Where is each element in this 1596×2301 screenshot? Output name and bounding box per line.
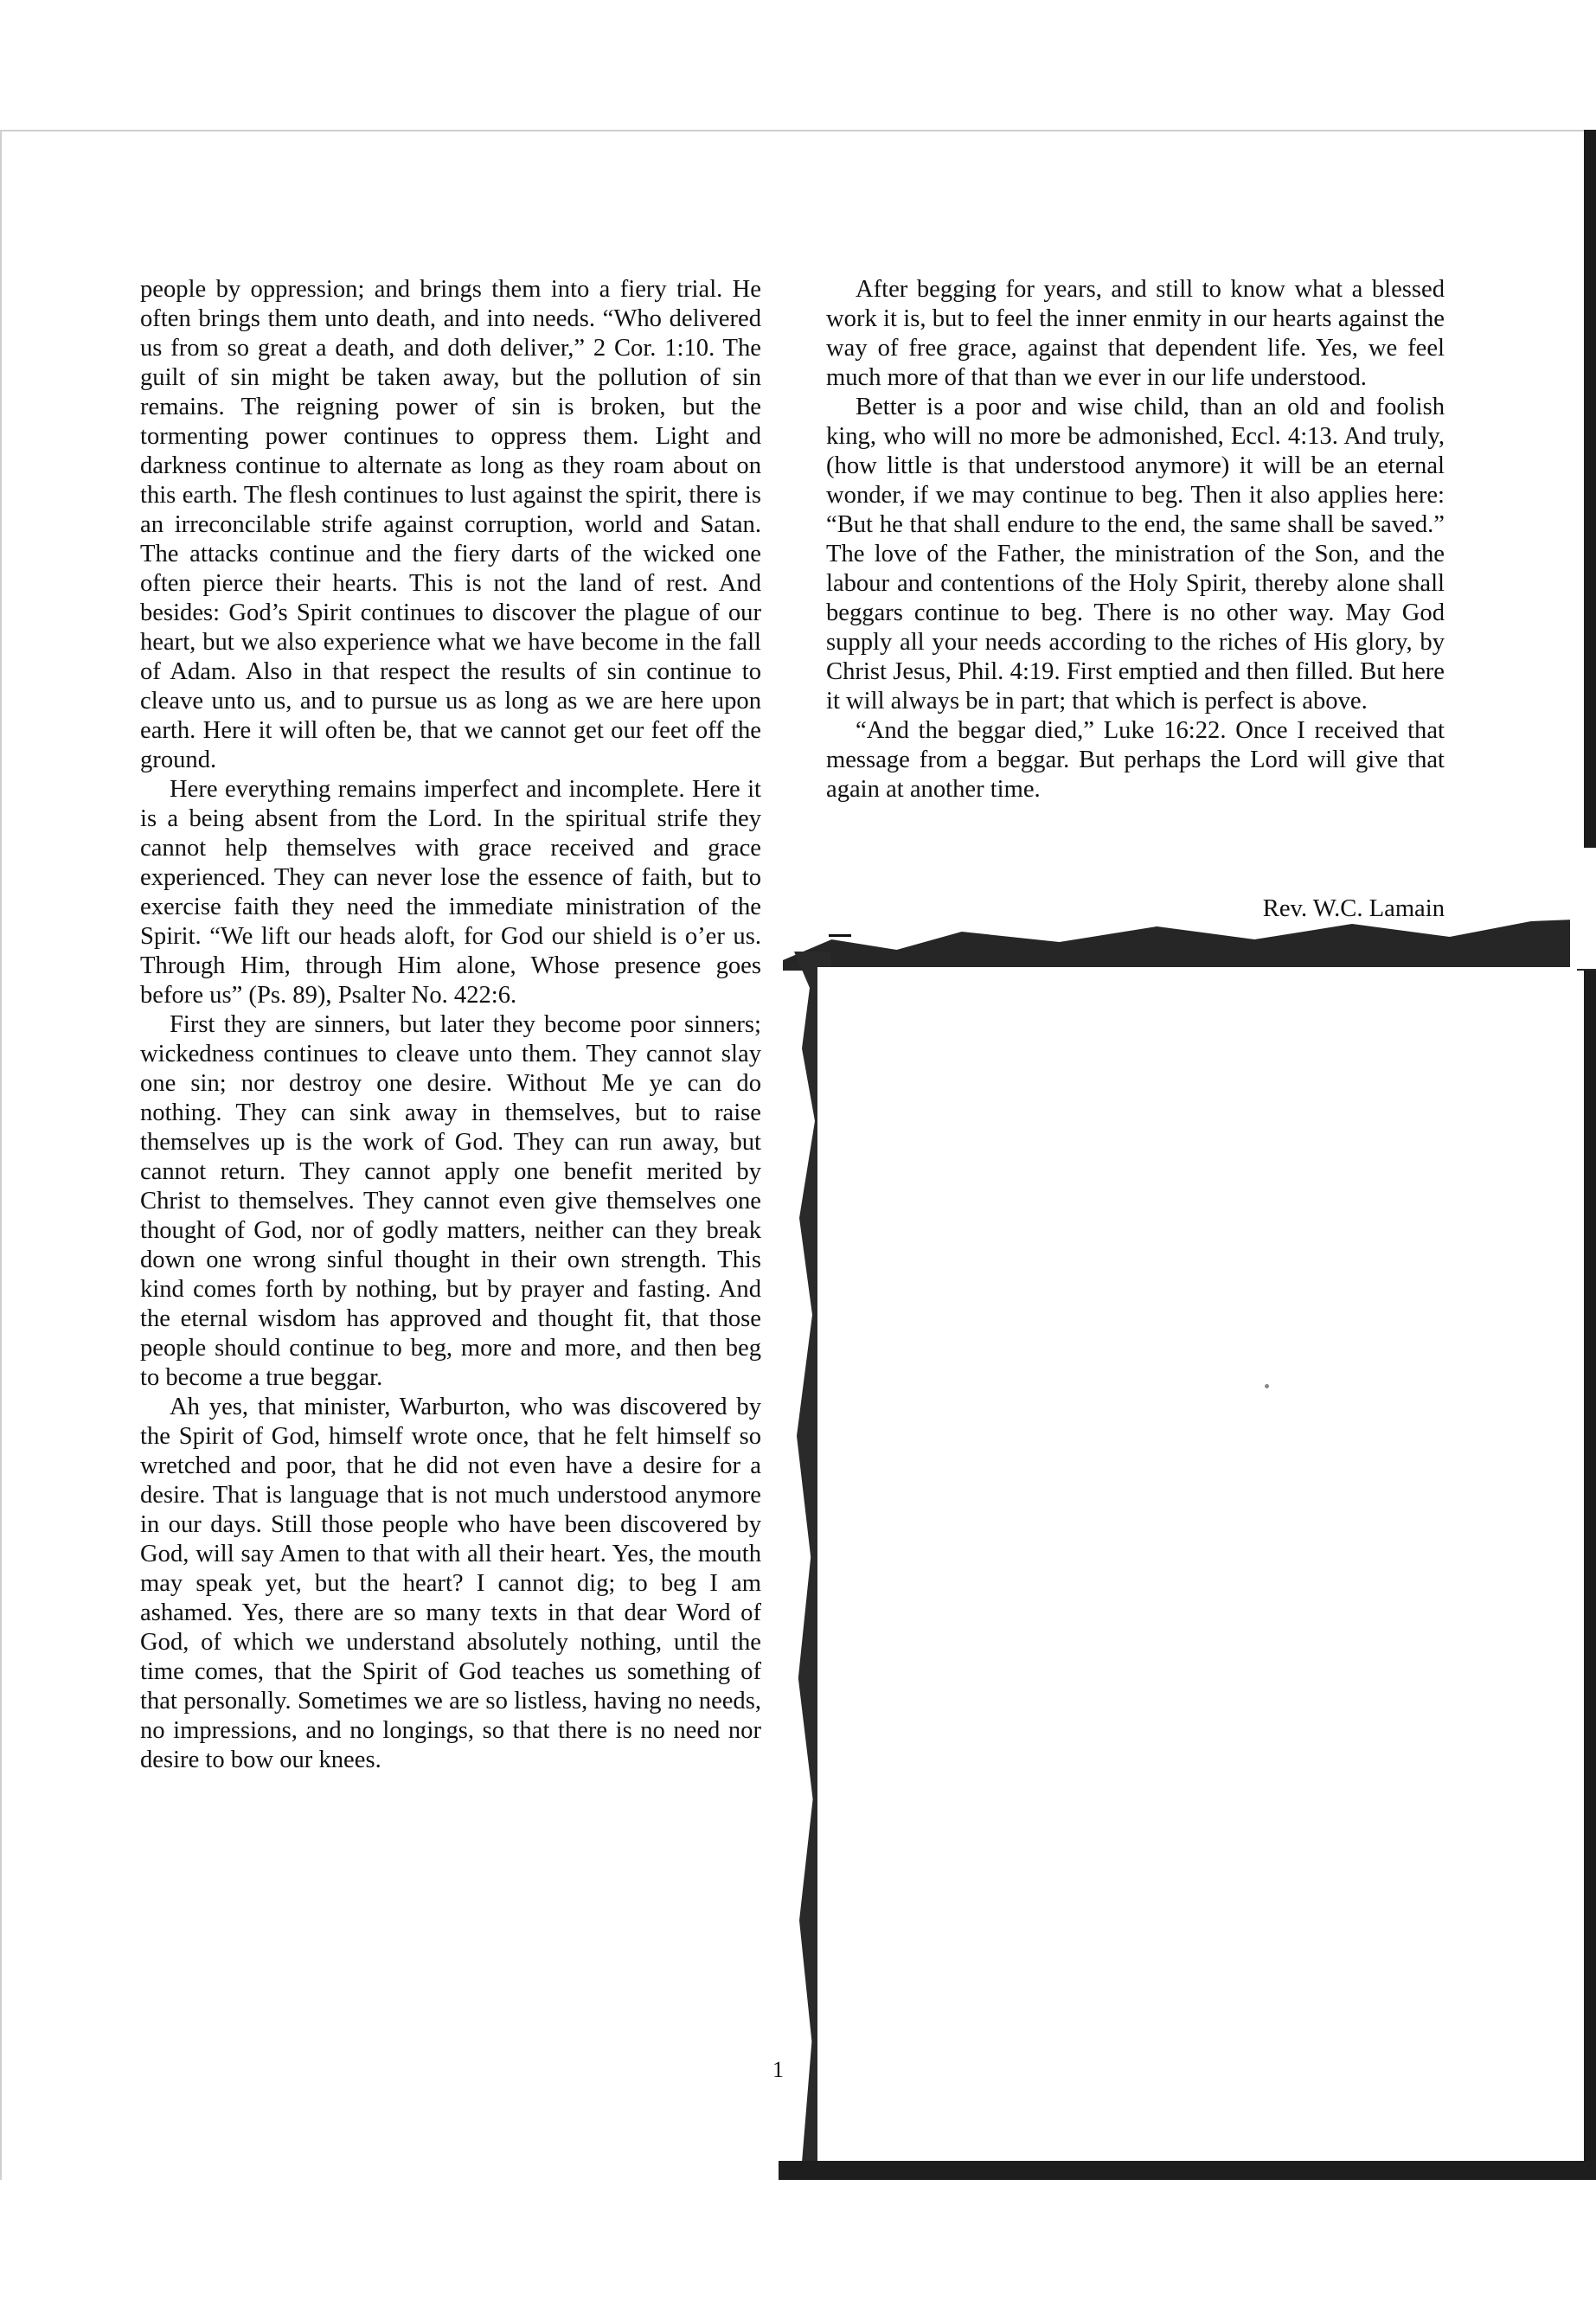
torn-paper-edge: [783, 919, 1596, 971]
right-paragraph-1: After begging for years, and still to know what a blessed work it is, but to feel the inner enmity in our hearts against the way of free grace, against that dependent life. Yes, we feel much more of that than we ever in our life understood.: [826, 276, 1445, 391]
left-column: [140, 275, 761, 1775]
left-paragraph-3: First they are sinners, but later they become poor sinners; wickedness continues to cleave unto them. They cannot slay one sin; nor destroy one desire. Without Me ye can do nothing. They can sink away in themselves, but to raise themselves up is the work of God. They can run away, but cannot return. They cannot apply one benefit merited by Christ to themselves. They cannot even give themselves one thought of God, nor of godly matters, neither can they break down one wrong sinful thought in their own strength. This kind comes forth by nothing, but by prayer and fasting. And the eternal wisdom has approved and thought fit, that those people should continue to beg, more and more, and then beg to become a true beggar.: [140, 1011, 761, 1391]
right-column: [826, 275, 1445, 804]
page-edge-top: [0, 130, 1596, 131]
page-number: 1: [772, 2057, 784, 2082]
left-paragraph-2: Here everything remains imperfect and incomplete. Here it is a being absent from the Lord. In the spiritual strife they cannot help themselves with grace received and grace experienced. They can never lose the essence of faith, but to exercise faith they need the immediate ministration of the Spirit. “We lift our heads aloft, for God our shield is o’er us. Through Him, through Him alone, Whose presence goes before us” (Ps. 89), Psalter No. 422:6.: [140, 776, 761, 1009]
page-edge-left: [0, 130, 2, 2180]
right-paragraph-3: “And the beggar died,” Luke 16:22. Once I received that message from a beggar. But perhaps the Lord will give that again at another time.: [826, 717, 1445, 803]
right-paragraph-2: Better is a poor and wise child, than an old and foolish king, who will no more be admonished, Eccl. 4:13. And truly, (how little is that understood anymore) it will be an eternal wonder, if we may continue to beg. Then it also applies here: “But he that shall endure to the end, the same shall be saved.” The love of the Father, the ministration of the Son, and the labour and contentions of the Holy Spirit, thereby alone shall beggars continue to beg. There is no other way. May God supply all your needs according to the riches of His glory, by Christ Jesus, Phil. 4:19. First emptied and then filled. But here it will always be in part; that which is perfect is above.: [826, 394, 1445, 715]
blank-paper-fragment: [817, 967, 1577, 2161]
author-signature: Rev. W.C. Lamain: [1262, 895, 1445, 922]
signature-rule-left: [829, 934, 851, 937]
bottom-shadow: [779, 2161, 1596, 2180]
right-margin-gap: [1570, 848, 1596, 969]
left-paragraph-4: Ah yes, that minister, Warburton, who was discovered by the Spirit of God, himself wrote once, that he felt himself so wretched and poor, that he did not even have a desire for a desire. That is language that is not much understood anymore in our days. Still those people who have been discovered by God, will say Amen to that with all their heart. Yes, the mouth may speak yet, but the heart? I cannot dig; to beg I am ashamed. Yes, there are so many texts in that dear Word of God, of which we understand absolutely nothing, until the time comes, that the Spirit of God teaches us something of that personally. Sometimes we are so listless, having no needs, no impressions, and no longings, so that there is no need nor desire to bow our knees.: [140, 1394, 761, 1773]
page-edge-right: [1584, 130, 1596, 2180]
dust-speck: [1265, 1384, 1269, 1388]
left-paragraph-1: people by oppression; and brings them into a fiery trial. He often brings them unto death, and into needs. “Who delivered us from so great a death, and doth deliver,” 2 Cor. 1:10. The guilt of sin might be taken away, but the pollution of sin remains. The reigning power of sin is broken, but the tormenting power continues to oppress them. Light and darkness continue to alternate as long as they roam about on this earth. The flesh continues to lust against the spirit, there is an irreconcilable strife against corruption, world and Satan. The attacks continue and the fiery darts of the wicked one often pierce their hearts. This is not the land of rest. And besides: God’s Spirit continues to discover the plague of our heart, but we also experience what we have become in the fall of Adam. Also in that respect the results of sin continue to cleave unto us, and to pursue us as long as we are here upon earth. Here it will often be, that we cannot get our feet off the ground.: [140, 276, 761, 773]
